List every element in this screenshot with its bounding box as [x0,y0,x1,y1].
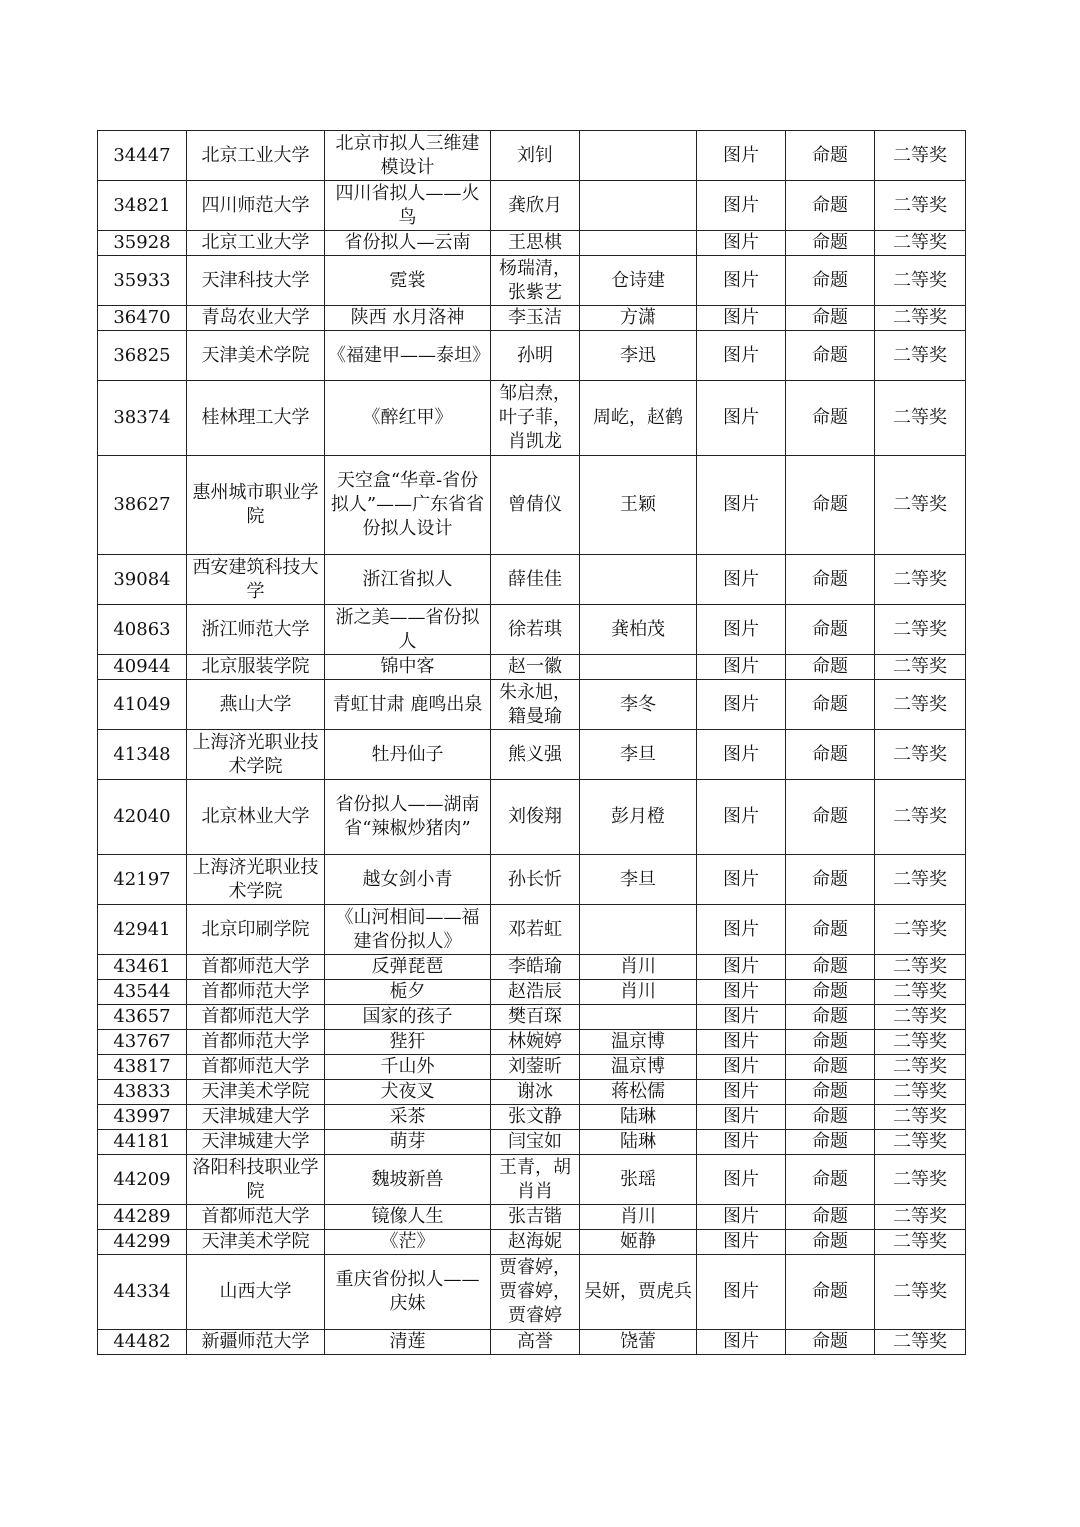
cell-id: 44289 [98,1205,187,1230]
cell-id: 41049 [98,680,187,730]
cell-type: 图片 [697,555,786,605]
cell-advisor: 蒋松儒 [580,1080,697,1105]
cell-advisor: 李旦 [580,855,697,905]
cell-author: 曾倩仪 [491,456,580,555]
cell-id: 34821 [98,181,187,231]
cell-title: 越女剑小青 [325,855,491,905]
cell-award: 二等奖 [875,381,966,456]
cell-school: 惠州城市职业学院 [187,456,325,555]
cell-advisor: 彭月橙 [580,780,697,855]
table-row [98,231,966,256]
cell-advisor: 温京博 [580,1030,697,1055]
cell-school: 天津城建大学 [187,1105,325,1130]
cell-author: 龚欣月 [491,181,580,231]
cell-type: 图片 [697,1030,786,1055]
cell-author: 薛佳佳 [491,555,580,605]
cell-advisor: 陆琳 [580,1105,697,1130]
cell-award: 二等奖 [875,1155,966,1205]
cell-award: 二等奖 [875,1055,966,1080]
cell-type: 图片 [697,231,786,256]
cell-title: 萌芽 [325,1130,491,1155]
cell-id: 43544 [98,980,187,1005]
cell-advisor [580,555,697,605]
cell-author: 邓若虹 [491,905,580,955]
cell-type: 图片 [697,1055,786,1080]
cell-advisor: 肖川 [580,1205,697,1230]
cell-school: 上海济光职业技术学院 [187,855,325,905]
cell-author: 谢冰 [491,1080,580,1105]
cell-school: 四川师范大学 [187,181,325,231]
cell-id: 35928 [98,231,187,256]
cell-id: 34447 [98,131,187,181]
cell-author: 杨瑞清，张紫艺 [491,256,580,306]
cell-title: 锦中客 [325,655,491,680]
cell-title: 重庆省份拟人——庆妹 [325,1255,491,1330]
cell-type: 图片 [697,855,786,905]
cell-id: 44209 [98,1155,187,1205]
cell-advisor: 肖川 [580,955,697,980]
cell-type: 图片 [697,181,786,231]
cell-award: 二等奖 [875,231,966,256]
cell-id: 36470 [98,306,187,331]
cell-advisor: 周屹，赵鹤 [580,381,697,456]
cell-category: 命题 [786,1055,875,1080]
cell-id: 42040 [98,780,187,855]
table-row [98,1080,966,1105]
cell-title: 浙江省拟人 [325,555,491,605]
cell-category: 命题 [786,1255,875,1330]
cell-type: 图片 [697,955,786,980]
cell-author: 徐若琪 [491,605,580,655]
cell-author: 闫宝如 [491,1130,580,1155]
cell-category: 命题 [786,555,875,605]
cell-category: 命题 [786,1030,875,1055]
cell-author: 孙长忻 [491,855,580,905]
cell-id: 41348 [98,730,187,780]
cell-id: 38374 [98,381,187,456]
cell-category: 命题 [786,231,875,256]
cell-award: 二等奖 [875,181,966,231]
cell-award: 二等奖 [875,1080,966,1105]
cell-type: 图片 [697,1080,786,1105]
cell-category: 命题 [786,680,875,730]
cell-award: 二等奖 [875,131,966,181]
cell-title: 陕西 水月洛神 [325,306,491,331]
cell-advisor: 肖川 [580,980,697,1005]
cell-school: 天津美术学院 [187,331,325,381]
cell-category: 命题 [786,1330,875,1355]
cell-title: 省份拟人—云南 [325,231,491,256]
cell-school: 天津科技大学 [187,256,325,306]
cell-category: 命题 [786,1130,875,1155]
cell-advisor [580,1005,697,1030]
cell-advisor: 李旦 [580,730,697,780]
table-row [98,680,966,730]
cell-advisor [580,655,697,680]
cell-award: 二等奖 [875,306,966,331]
table-row [98,131,966,181]
table-body [98,131,966,1355]
cell-type: 图片 [697,1105,786,1130]
cell-id: 39084 [98,555,187,605]
cell-school: 北京工业大学 [187,231,325,256]
cell-author: 张文静 [491,1105,580,1130]
cell-author: 刘俊翔 [491,780,580,855]
cell-advisor [580,231,697,256]
cell-advisor: 龚柏茂 [580,605,697,655]
cell-school: 桂林理工大学 [187,381,325,456]
cell-category: 命题 [786,1105,875,1130]
cell-advisor: 方潇 [580,306,697,331]
cell-category: 命题 [786,256,875,306]
cell-award: 二等奖 [875,1230,966,1255]
cell-title: 霓裳 [325,256,491,306]
cell-author: 张吉锴 [491,1205,580,1230]
table-row [98,181,966,231]
cell-award: 二等奖 [875,1005,966,1030]
cell-type: 图片 [697,980,786,1005]
cell-title: 镜像人生 [325,1205,491,1230]
cell-category: 命题 [786,905,875,955]
cell-author: 李玉洁 [491,306,580,331]
cell-category: 命题 [786,855,875,905]
cell-id: 43833 [98,1080,187,1105]
cell-award: 二等奖 [875,331,966,381]
table-row [98,1155,966,1205]
cell-award: 二等奖 [875,680,966,730]
cell-category: 命题 [786,1230,875,1255]
cell-id: 38627 [98,456,187,555]
cell-school: 新疆师范大学 [187,1330,325,1355]
cell-school: 首都师范大学 [187,980,325,1005]
cell-advisor: 饶蕾 [580,1330,697,1355]
cell-author: 林婉婷 [491,1030,580,1055]
cell-school: 首都师范大学 [187,1030,325,1055]
cell-school: 洛阳科技职业学院 [187,1155,325,1205]
cell-id: 35933 [98,256,187,306]
cell-award: 二等奖 [875,980,966,1005]
table-row [98,1055,966,1080]
cell-category: 命题 [786,381,875,456]
cell-school: 西安建筑科技大学 [187,555,325,605]
cell-type: 图片 [697,306,786,331]
table-row [98,381,966,456]
cell-school: 首都师范大学 [187,1055,325,1080]
cell-type: 图片 [697,905,786,955]
cell-category: 命题 [786,955,875,980]
cell-type: 图片 [697,780,786,855]
cell-award: 二等奖 [875,1255,966,1330]
cell-author: 高誉 [491,1330,580,1355]
cell-id: 43997 [98,1105,187,1130]
table-row [98,655,966,680]
cell-advisor: 李冬 [580,680,697,730]
cell-id: 36825 [98,331,187,381]
cell-author: 赵一徽 [491,655,580,680]
cell-type: 图片 [697,680,786,730]
cell-title: 四川省拟人——火鸟 [325,181,491,231]
cell-category: 命题 [786,1080,875,1105]
cell-school: 首都师范大学 [187,955,325,980]
cell-author: 邹启焘，叶子菲，肖凯龙 [491,381,580,456]
cell-advisor: 吴妍，贾虎兵 [580,1255,697,1330]
cell-type: 图片 [697,730,786,780]
table-row [98,331,966,381]
cell-id: 40944 [98,655,187,680]
cell-id: 42941 [98,905,187,955]
table-row [98,1230,966,1255]
cell-type: 图片 [697,131,786,181]
cell-award: 二等奖 [875,1130,966,1155]
table-row [98,456,966,555]
cell-award: 二等奖 [875,1205,966,1230]
cell-author: 刘钊 [491,131,580,181]
cell-type: 图片 [697,256,786,306]
cell-title: 青虹甘肃 鹿鸣出泉 [325,680,491,730]
cell-id: 44482 [98,1330,187,1355]
cell-award: 二等奖 [875,1330,966,1355]
cell-type: 图片 [697,1205,786,1230]
cell-category: 命题 [786,456,875,555]
table-row [98,1005,966,1030]
cell-category: 命题 [786,181,875,231]
cell-type: 图片 [697,1005,786,1030]
table-row [98,1205,966,1230]
cell-title: 采茶 [325,1105,491,1130]
cell-author: 熊义强 [491,730,580,780]
cell-advisor [580,181,697,231]
cell-title: 北京市拟人三维建模设计 [325,131,491,181]
cell-title: 栀夕 [325,980,491,1005]
cell-category: 命题 [786,306,875,331]
cell-award: 二等奖 [875,655,966,680]
cell-type: 图片 [697,655,786,680]
cell-id: 42197 [98,855,187,905]
cell-type: 图片 [697,456,786,555]
cell-advisor: 李迅 [580,331,697,381]
cell-award: 二等奖 [875,456,966,555]
table-row [98,955,966,980]
cell-category: 命题 [786,730,875,780]
cell-award: 二等奖 [875,1105,966,1130]
cell-award: 二等奖 [875,256,966,306]
cell-title: 浙之美——省份拟人 [325,605,491,655]
cell-award: 二等奖 [875,780,966,855]
cell-author: 李皓瑜 [491,955,580,980]
cell-title: 国家的孩子 [325,1005,491,1030]
table-row [98,256,966,306]
cell-advisor: 姬静 [580,1230,697,1255]
cell-title: 牡丹仙子 [325,730,491,780]
cell-school: 山西大学 [187,1255,325,1330]
cell-school: 青岛农业大学 [187,306,325,331]
cell-category: 命题 [786,655,875,680]
cell-award: 二等奖 [875,605,966,655]
cell-advisor: 温京博 [580,1055,697,1080]
cell-award: 二等奖 [875,905,966,955]
cell-category: 命题 [786,131,875,181]
cell-id: 43817 [98,1055,187,1080]
table-row [98,306,966,331]
cell-type: 图片 [697,1330,786,1355]
cell-advisor [580,905,697,955]
cell-title: 天空盒“华章-省份拟人”——广东省省份拟人设计 [325,456,491,555]
cell-id: 40863 [98,605,187,655]
cell-award: 二等奖 [875,555,966,605]
cell-category: 命题 [786,1005,875,1030]
table-row [98,855,966,905]
cell-school: 天津城建大学 [187,1130,325,1155]
cell-id: 43657 [98,1005,187,1030]
cell-award: 二等奖 [875,955,966,980]
cell-author: 孙明 [491,331,580,381]
table-row [98,1255,966,1330]
cell-author: 朱永旭，籍曼瑜 [491,680,580,730]
cell-advisor [580,131,697,181]
cell-type: 图片 [697,331,786,381]
cell-author: 赵海妮 [491,1230,580,1255]
cell-category: 命题 [786,331,875,381]
cell-school: 上海济光职业技术学院 [187,730,325,780]
cell-title: 《山河相间——福建省份拟人》 [325,905,491,955]
cell-school: 天津美术学院 [187,1080,325,1105]
cell-author: 贾睿婷，贾睿婷，贾睿婷 [491,1255,580,1330]
cell-award: 二等奖 [875,855,966,905]
cell-school: 北京印刷学院 [187,905,325,955]
table-row [98,605,966,655]
cell-category: 命题 [786,980,875,1005]
cell-author: 赵浩辰 [491,980,580,1005]
cell-advisor: 张瑶 [580,1155,697,1205]
cell-award: 二等奖 [875,1030,966,1055]
table-row [98,780,966,855]
cell-author: 王思棋 [491,231,580,256]
cell-title: 《福建甲——泰坦》 [325,331,491,381]
awards-table [97,130,966,1355]
cell-school: 北京服装学院 [187,655,325,680]
table-row [98,555,966,605]
cell-title: 犬夜叉 [325,1080,491,1105]
cell-advisor: 王颖 [580,456,697,555]
cell-category: 命题 [786,780,875,855]
cell-school: 天津美术学院 [187,1230,325,1255]
cell-id: 43767 [98,1030,187,1055]
table-row [98,1030,966,1055]
cell-author: 王青，胡肖肖 [491,1155,580,1205]
cell-school: 浙江师范大学 [187,605,325,655]
cell-category: 命题 [786,1205,875,1230]
cell-type: 图片 [697,605,786,655]
cell-type: 图片 [697,1230,786,1255]
cell-school: 北京林业大学 [187,780,325,855]
cell-id: 44181 [98,1130,187,1155]
table-row [98,1330,966,1355]
cell-title: 魏坡新兽 [325,1155,491,1205]
cell-award: 二等奖 [875,730,966,780]
cell-type: 图片 [697,1155,786,1205]
cell-type: 图片 [697,1130,786,1155]
cell-id: 44299 [98,1230,187,1255]
cell-title: 《茫》 [325,1230,491,1255]
cell-category: 命题 [786,605,875,655]
cell-school: 首都师范大学 [187,1005,325,1030]
cell-author: 刘蓥昕 [491,1055,580,1080]
cell-title: 省份拟人——湖南省“辣椒炒猪肉” [325,780,491,855]
cell-title: 反弹琵琶 [325,955,491,980]
cell-category: 命题 [786,1155,875,1205]
cell-school: 首都师范大学 [187,1205,325,1230]
cell-title: 千山外 [325,1055,491,1080]
cell-id: 43461 [98,955,187,980]
cell-title: 《醉红甲》 [325,381,491,456]
cell-advisor: 陆琳 [580,1130,697,1155]
table-row [98,905,966,955]
cell-author: 樊百琛 [491,1005,580,1030]
cell-school: 北京工业大学 [187,131,325,181]
table-row [98,1130,966,1155]
cell-id: 44334 [98,1255,187,1330]
table-row [98,980,966,1005]
cell-type: 图片 [697,1255,786,1330]
table-row [98,1105,966,1130]
table-row [98,730,966,780]
cell-advisor: 仓诗建 [580,256,697,306]
cell-type: 图片 [697,381,786,456]
cell-title: 清莲 [325,1330,491,1355]
cell-title: 狴犴 [325,1030,491,1055]
cell-school: 燕山大学 [187,680,325,730]
